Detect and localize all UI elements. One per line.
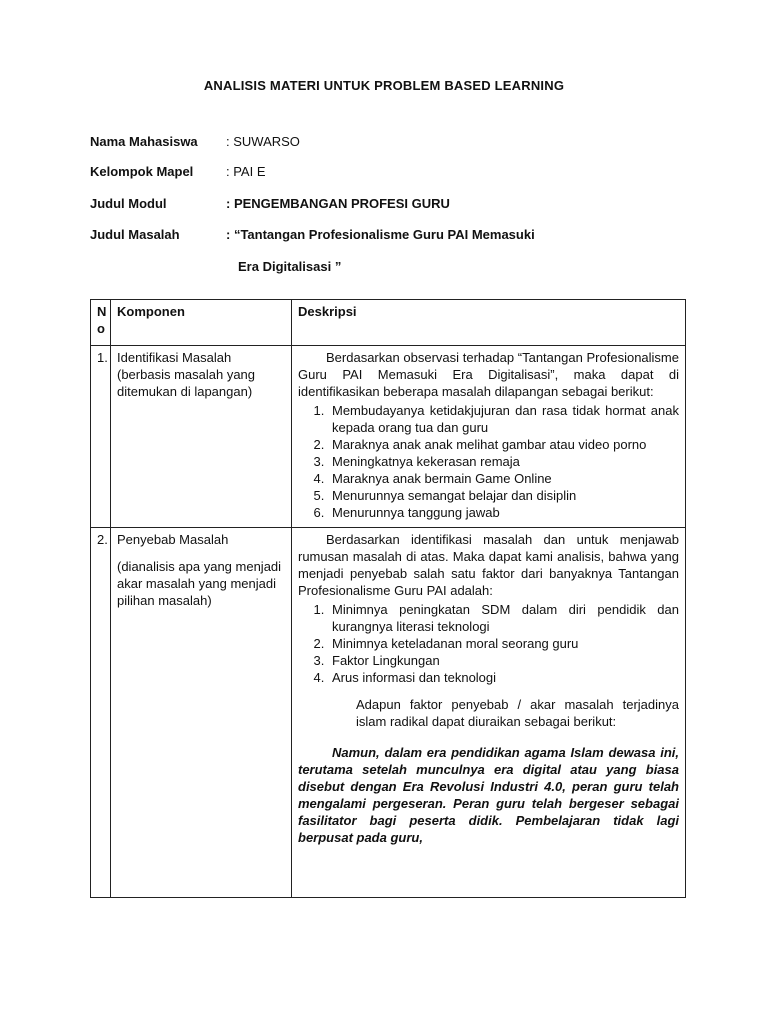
modul-value: : PENGEMBANGAN PROFESI GURU — [226, 196, 450, 211]
list-item: 5. Menurunnya semangat belajar dan disiplin — [328, 487, 679, 504]
row-number: 1. — [91, 346, 111, 528]
kelompok-label: Kelompok Mapel — [90, 164, 194, 179]
table-row — [91, 346, 686, 528]
list-item: 4. Maraknya anak bermain Game Online — [328, 470, 679, 487]
masalah-value-cont: Era Digitalisasi ” — [238, 259, 342, 274]
komponen-title: Identifikasi Masalah — [117, 350, 232, 365]
cause-list — [298, 601, 679, 686]
komponen-title: Penyebab Masalah — [117, 532, 229, 547]
deskripsi-intro: Berdasarkan observasi terhadap “Tantangan Profesionalisme Guru PAI Memasuki Era Digitalisasi”, maka dapat di identifikasikan beberapa masalah dilapangan sebagai berikut: — [298, 350, 679, 399]
problem-list — [298, 402, 679, 521]
nama-label: Nama Mahasiswa — [90, 134, 198, 149]
masalah-value: : “Tantangan Profesionalisme Guru PAI Memasuki — [226, 227, 535, 242]
header-no: N o — [91, 300, 111, 346]
row-number: 2. — [91, 528, 111, 898]
list-item: 6. Menurunnya tanggung jawab — [328, 504, 679, 521]
komponen-subtitle: (dianalisis apa yang menjadi akar masalah yang menjadi pilihan masalah) — [117, 559, 282, 608]
modul-label: Judul Modul — [90, 196, 167, 211]
emphasis-paragraph: Namun, dalam era pendidikan agama Islam dewasa ini, terutama setelah munculnya era digital atau yang biasa disebut dengan Era Revolusi Industri 4.0, peran guru telah mengalami pergeseran. Peran guru telah bergeser sebagai fasilitator bagi peserta didik. Pembelajaran tidak lagi berpusat pada guru, — [298, 745, 679, 845]
list-item: 3. Faktor Lingkungan — [328, 652, 679, 669]
table-row — [91, 528, 686, 898]
table-header-row — [91, 300, 686, 346]
kelompok-value: : PAI E — [226, 164, 266, 179]
document-title: ANALISIS MATERI UNTUK PROBLEM BASED LEARNING — [203, 78, 565, 93]
list-item: 2. Minimnya keteladanan moral seorang guru — [328, 635, 679, 652]
list-item: 1. Membudayanya ketidakjujuran dan rasa tidak hormat anak kepada orang tua dan guru — [328, 402, 679, 436]
list-item: 3. Meningkatnya kekerasan remaja — [328, 453, 679, 470]
komponen-subtitle: (berbasis masalah yang ditemukan di lapangan) — [117, 367, 256, 399]
header-komponen: Komponen — [111, 300, 292, 346]
deskripsi-intro: Berdasarkan identifikasi masalah dan untuk menjawab rumusan masalah di atas. Maka dapat kami analisis, bahwa yang menjadi penyebab salah satu faktor dari banyaknya Tantangan Profesionalisme Guru PAI adalah: — [298, 532, 679, 598]
header-deskripsi: Deskripsi — [292, 300, 686, 346]
deskripsi-cell — [292, 346, 686, 528]
list-item: 4. Arus informasi dan teknologi — [328, 669, 679, 686]
factor-text: Adapun faktor penyebab / akar masalah terjadinya islam radikal dapat diuraikan sebagai berikut: — [356, 697, 679, 729]
list-item: 1. Minimnya peningkatan SDM dalam diri pendidik dan kurangnya literasi teknologi — [328, 601, 679, 635]
deskripsi-clip — [298, 531, 679, 891]
nama-value: : SUWARSO — [226, 134, 300, 149]
deskripsi-cell — [292, 528, 686, 898]
masalah-label: Judul Masalah — [90, 227, 180, 242]
analysis-table — [90, 299, 686, 898]
komponen-cell — [111, 346, 292, 528]
komponen-cell — [111, 528, 292, 898]
list-item: 2. Maraknya anak anak melihat gambar atau video porno — [328, 436, 679, 453]
